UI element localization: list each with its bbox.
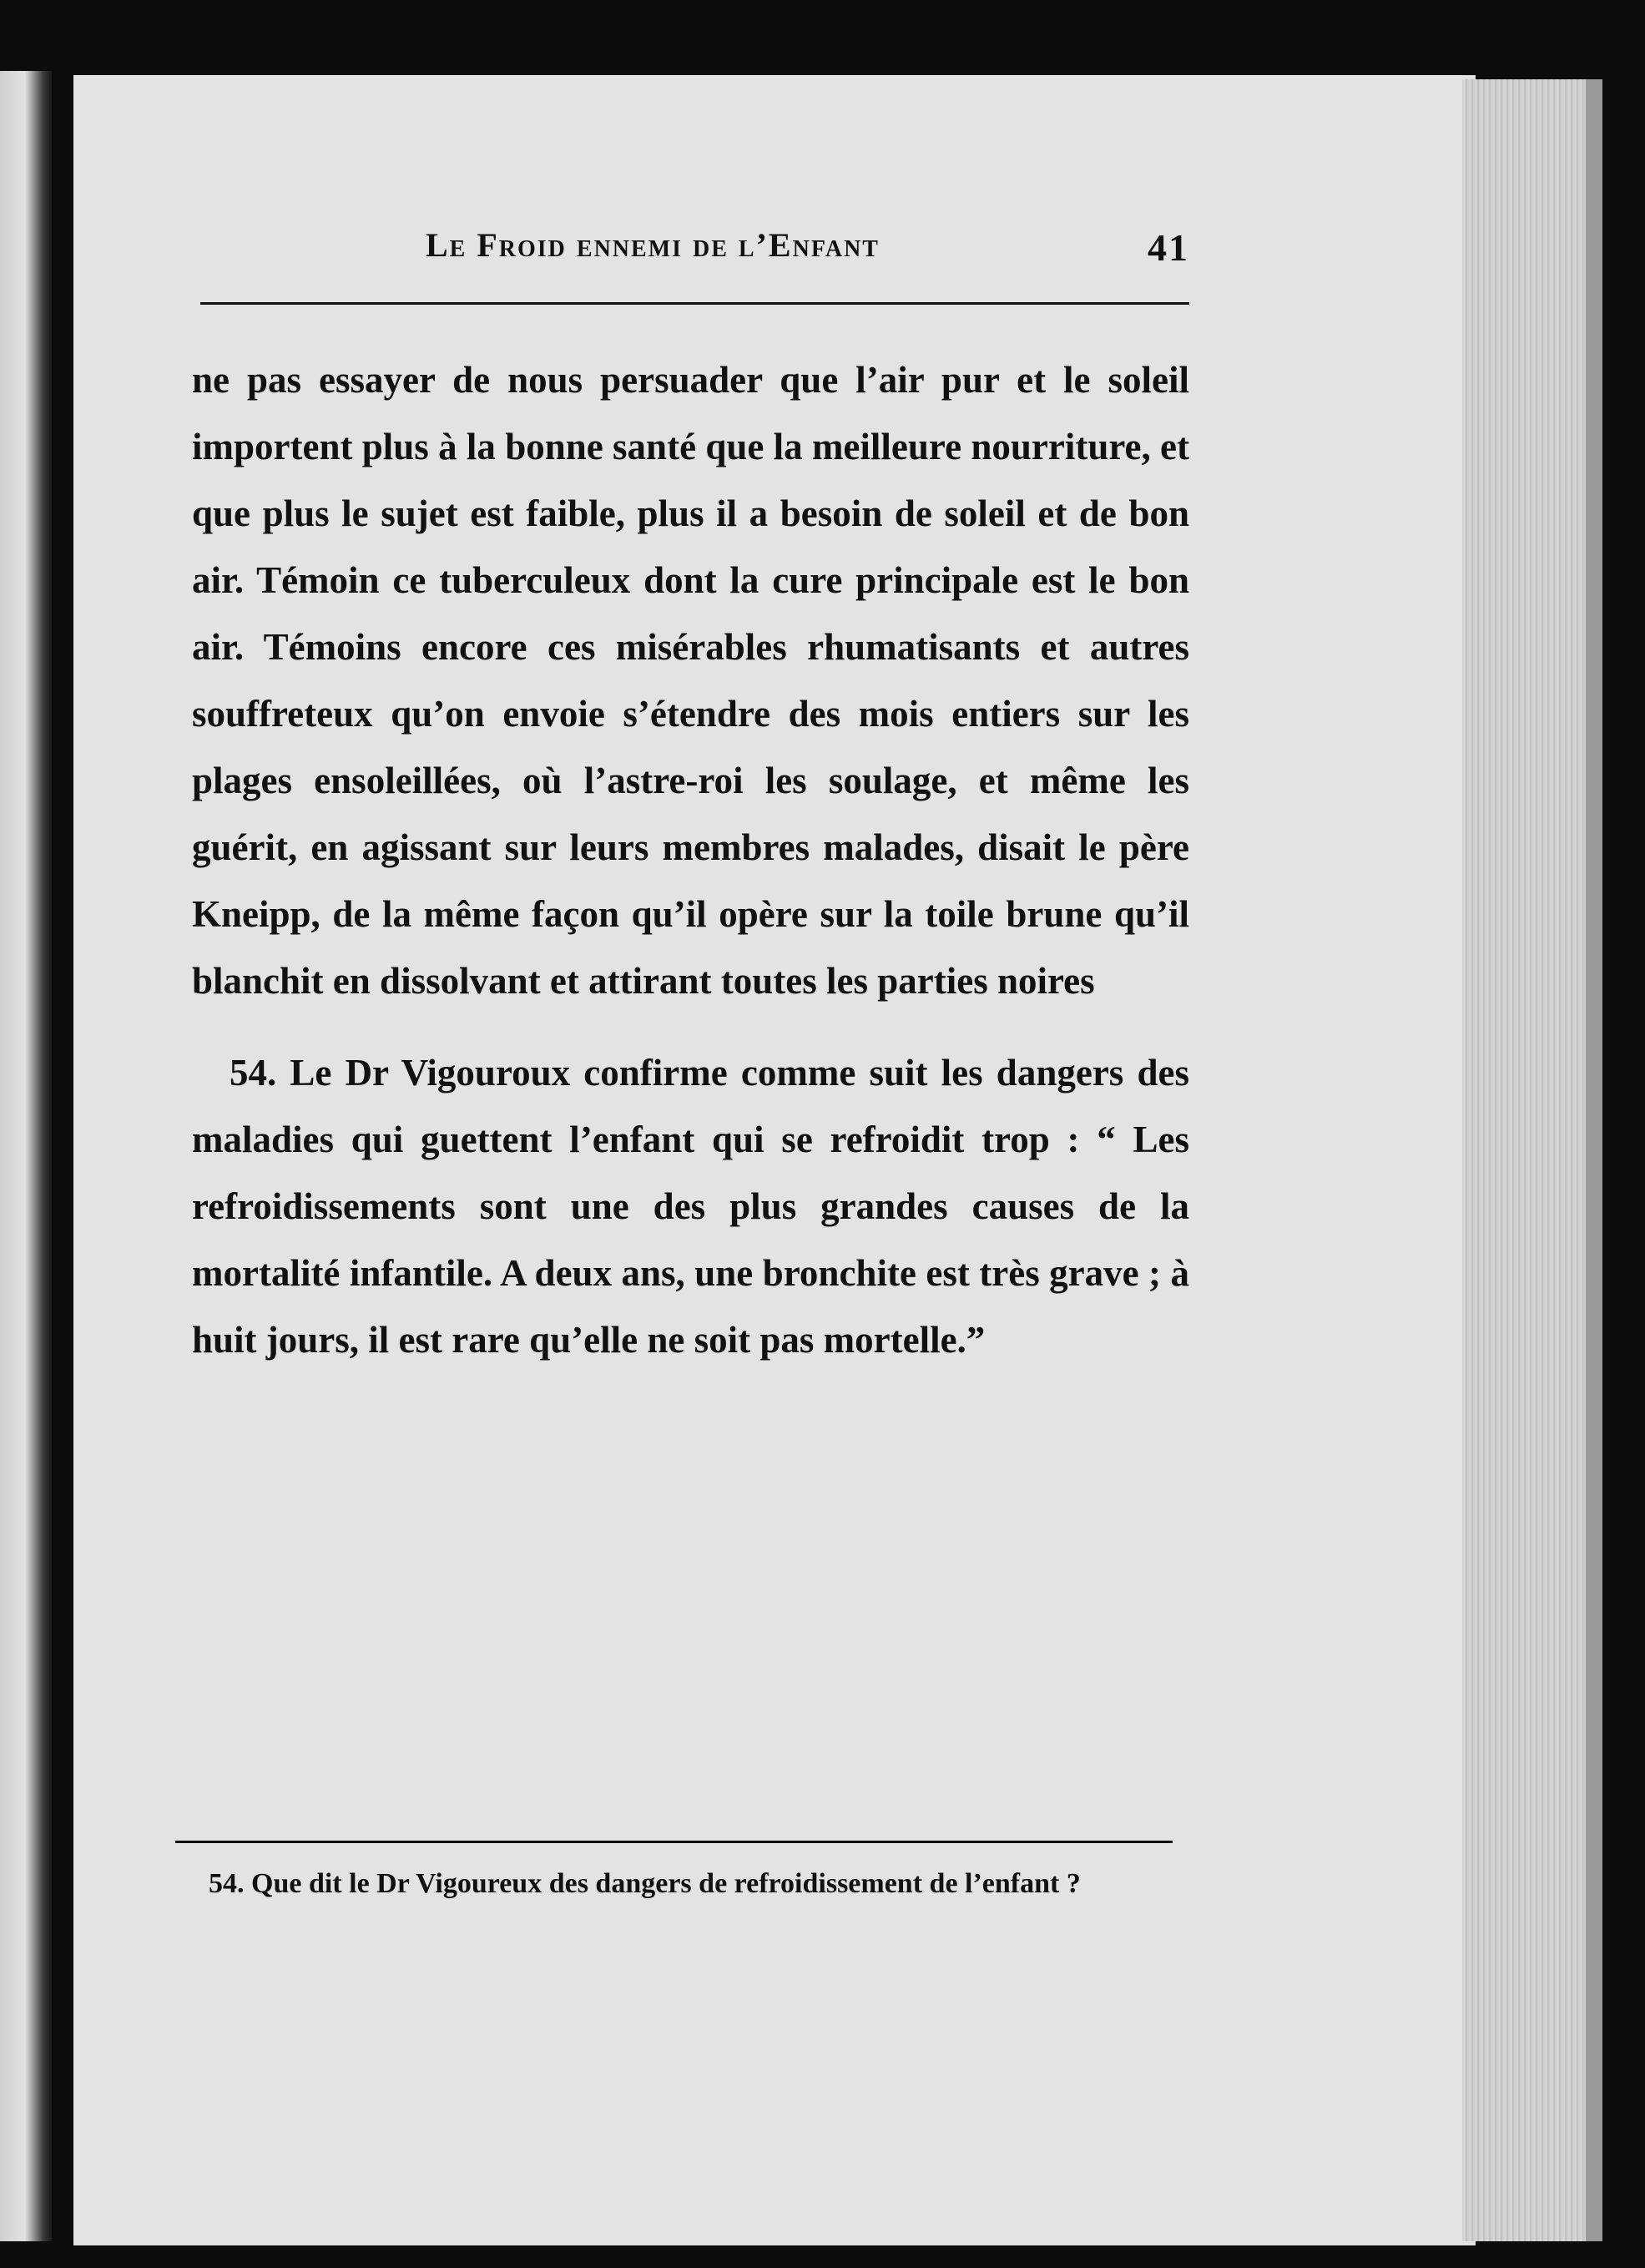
header-rule	[200, 302, 1189, 305]
facing-page-edge	[0, 71, 52, 2241]
paragraph-number: 54.	[230, 1052, 277, 1094]
footnote-rule	[175, 1841, 1173, 1843]
running-head	[175, 225, 1189, 292]
paragraph-54	[192, 1039, 1189, 1373]
footnote-text: Que dit le Dr Vigoureux des dangers de refroidissement de l’enfant ?	[251, 1868, 1081, 1899]
body-text	[192, 346, 1189, 1373]
page-stack-shadow	[1586, 79, 1602, 2241]
page-stack-edge	[1462, 79, 1596, 2241]
paragraph-continued: ne pas essayer de nous persuader que l’air pur et le soleil importent plus à la bonne santé que la meilleure nourriture, et que plus le sujet est faible, plus il a besoin de soleil et de bon air. Témoin ce tuberculeux dont la cure principale est le bon air. Témoins encore ces misérables rhumatisants et autres souffreteux qu’on envoie s’étendre des mois entiers sur les plages ensoleillées, où l’astre-roi les soulage, et même les guérit, en agissant sur leurs membres malades, disait le père Kneipp, de la même façon qu’il opère sur la toile brune qu’il blanchit en dissolvant et attirant toutes les parties noires	[192, 359, 1189, 1002]
footnote	[174, 1866, 1173, 1902]
text-column	[175, 225, 1189, 1899]
page-number: 41	[1148, 226, 1189, 269]
paragraph-54-text: Le Dr Vigouroux confirme comme suit les dangers des maladies qui guettent l’enfant qui se refroidit trop : “ Les refroidissements sont une des plus grandes causes de la mortalité infantile. A deux ans, une bronchite est très grave ; à huit jours, il est rare qu’elle ne soit pas mortelle.”	[192, 1052, 1189, 1361]
footnote-number: 54.	[209, 1868, 245, 1899]
running-title: Le Froid ennemi de l’Enfant	[426, 226, 880, 264]
